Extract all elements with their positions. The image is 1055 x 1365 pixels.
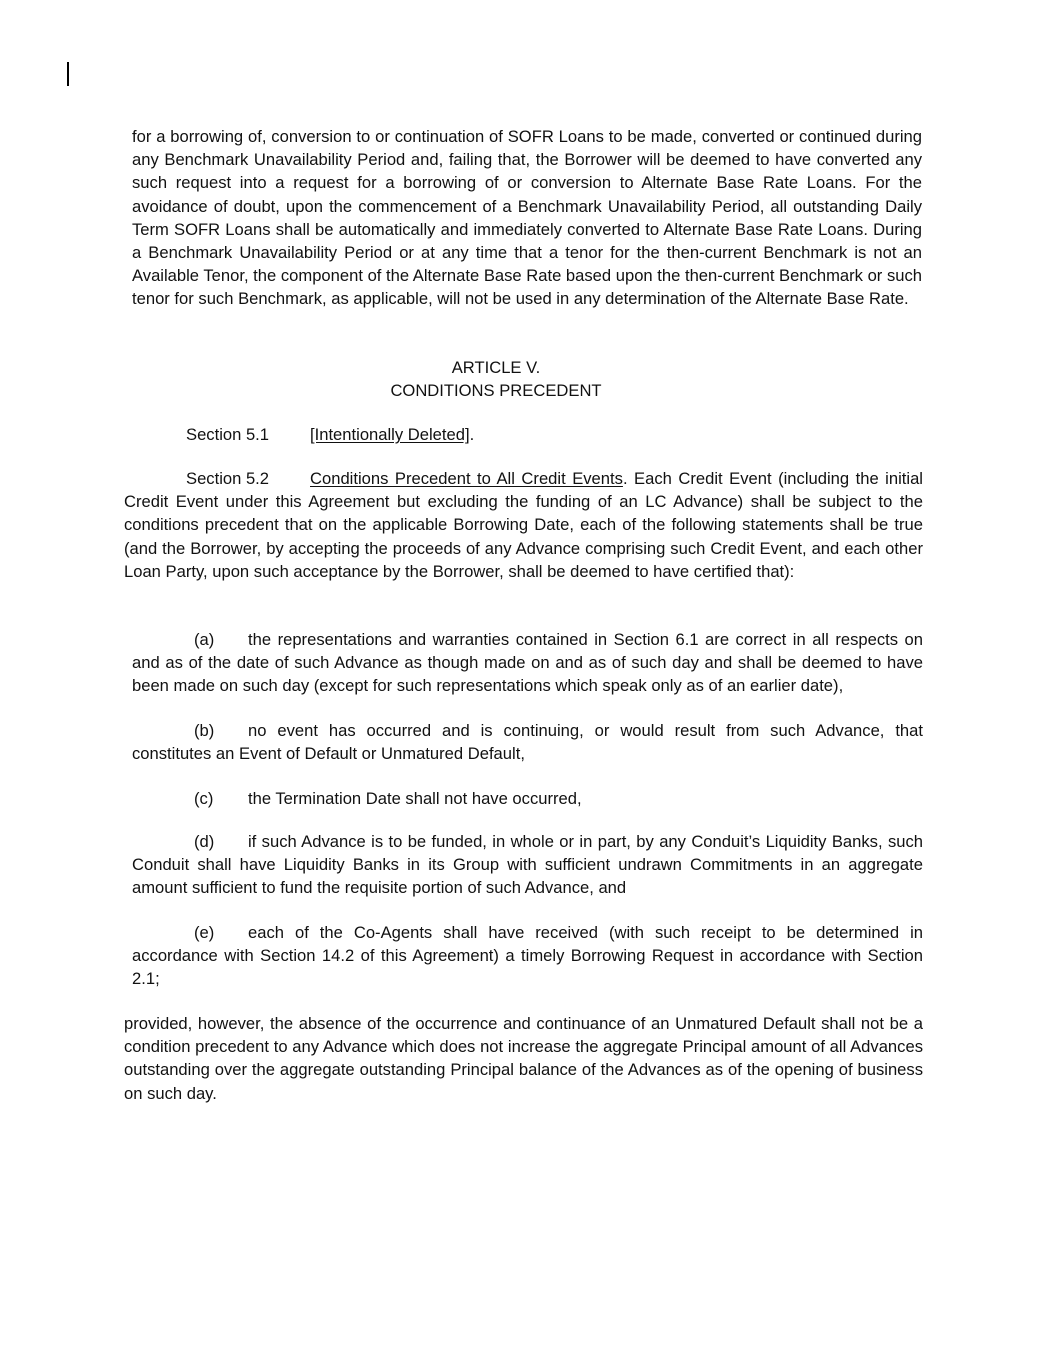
text-cursor-mark xyxy=(67,62,69,86)
clause-label: (b) xyxy=(194,721,215,740)
clause-label: (d) xyxy=(194,832,215,851)
section-5-2-body: . Each Credit Event (including the initial Credit Event under this Agreement but excluding the funding of an LC Advance) shall be subject to the conditions precedent that on the applicable Borrowing Date, each of the following statements shall be true (and the Borrower, by accepting the proceeds of any Advance comprising such Credit Event, and each other Loan Party, upon such acceptance by the Borrower, shall be deemed to have certified that): xyxy=(124,469,923,581)
section-5-2 xyxy=(124,467,923,583)
article-number: ARTICLE V. xyxy=(451,358,541,377)
article-title: CONDITIONS PRECEDENT xyxy=(390,381,602,400)
section-5-1 xyxy=(186,423,474,446)
clause-text: if such Advance is to be funded, in whole or in part, by any Conduit’s Liquidity Banks, such Conduit shall have Liquidity Banks in its Group with sufficient undrawn Commitments in an aggregate amount sufficient to fund the requisite portion of such Advance, and xyxy=(132,832,923,898)
proviso-paragraph: provided, however, the absence of the occurrence and continuance of an Unmatured Default shall not be a condition precedent to any Advance which does not increase the aggregate Principal amount of all Advances outstanding over the aggregate outstanding Principal balance of the Advances as of the opening of business on such day. xyxy=(124,1014,923,1103)
clause-text: the Termination Date shall not have occurred, xyxy=(248,789,582,808)
clause-text: each of the Co-Agents shall have received (with such receipt to be determined in accordance with Section 14.2 of this Agreement) a timely Borrowing Request in accordance with Section 2.1; xyxy=(132,923,923,989)
clause-text: no event has occurred and is continuing, or would result from such Advance, that constitutes an Event of Default or Unmatured Default, xyxy=(132,721,923,764)
clause-text: the representations and warranties contained in Section 6.1 are correct in all respects on and as of the date of such Advance as though made on and as of such day and shall be deemed to have been made on such day (except for such representations which speak only as of an earlier date), xyxy=(132,630,923,696)
clause-c xyxy=(132,787,923,810)
clause-b xyxy=(132,719,923,765)
section-5-2-heading: Conditions Precedent to All Credit Events xyxy=(310,469,623,488)
section-5-1-trailing: . xyxy=(469,425,475,444)
section-5-1-number: Section 5.1 xyxy=(186,425,270,444)
clause-d xyxy=(132,830,923,900)
clause-a xyxy=(132,628,923,698)
clause-e xyxy=(132,921,923,991)
clause-label: (e) xyxy=(194,923,215,942)
intro-paragraph: for a borrowing of, conversion to or continuation of SOFR Loans to be made, converted or continued during any Benchmark Unavailability Period and, failing that, the Borrower will be deemed to have converted any such request into a request for a borrowing of or conversion to Alternate Base Rate Loans. For the avoidance of doubt, upon the commencement of a Benchmark Unavailability Period, all outstanding Daily Term SOFR Loans shall be automatically and immediately converted to Alternate Base Rate Loans. During a Benchmark Unavailability Period or at any time that a tenor for the then-current Benchmark is not an Available Tenor, the component of the Alternate Base Rate based upon the then-current Benchmark or such tenor for such Benchmark, as applicable, will not be used in any determination of the Alternate Base Rate. xyxy=(132,127,922,309)
clause-label: (c) xyxy=(194,789,214,808)
clause-label: (a) xyxy=(194,630,215,649)
section-5-2-number: Section 5.2 xyxy=(186,469,270,488)
section-5-1-heading: [Intentionally Deleted] xyxy=(310,425,470,444)
